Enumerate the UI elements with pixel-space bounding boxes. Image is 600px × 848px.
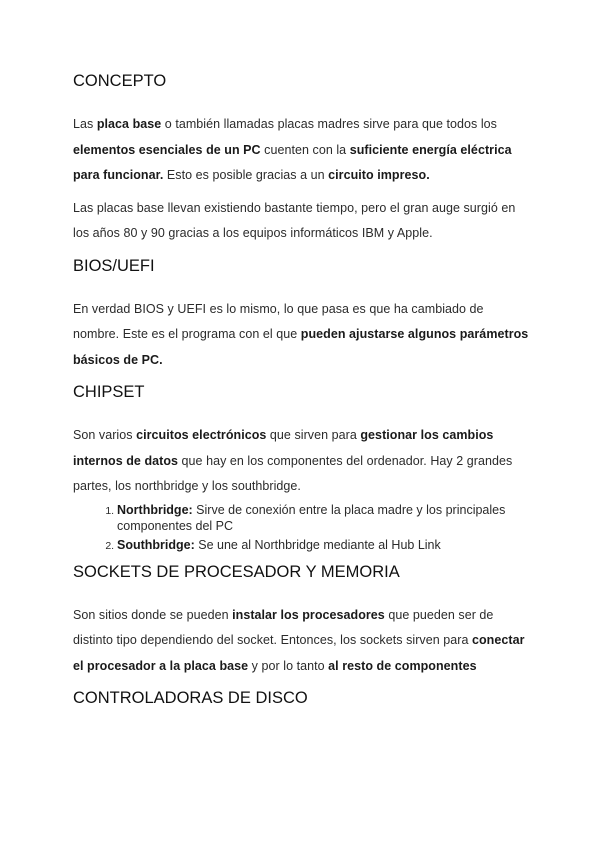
bold-text: instalar los procesadores [232, 607, 385, 622]
chipset-list [73, 502, 533, 553]
document-content [73, 70, 533, 729]
list-term: Northbridge: [117, 502, 193, 517]
bold-text: circuitos electrónicos [136, 428, 267, 442]
bold-text: conectar el procesador a la placa base [73, 633, 525, 673]
heading-controladoras: CONTROLADORAS DE DISCO [73, 689, 308, 707]
bold-text: pueden ajustarse algunos parámetros básicos de PC. [73, 327, 529, 367]
section-concepto [73, 70, 533, 247]
section-bios [73, 255, 533, 374]
heading-sockets: SOCKETS DE PROCESADOR Y MEMORIA [73, 562, 400, 581]
bold-text: al resto de componentes [328, 658, 477, 673]
text-run: Esto es posible gracias a un [163, 168, 329, 182]
bold-text: suficiente energía eléctrica para funcionar. [73, 142, 512, 182]
list-description: Se une al Northbridge mediante al Hub Link [194, 537, 441, 552]
section-controladoras [73, 687, 533, 709]
bold-text: circuito impreso. [328, 168, 430, 182]
bold-text: elementos esenciales de un PC [73, 142, 261, 157]
text-run: En verdad BIOS y UEFI es lo mismo, lo que pasa es que ha cambiado de nombre. Este es el programa con el que [73, 301, 484, 341]
paragraph-sockets-1 [73, 603, 533, 680]
paragraph-bios-1 [73, 297, 533, 374]
bold-text: placa base [96, 117, 162, 131]
heading-chipset: CHIPSET [73, 383, 145, 401]
text-run: y por lo tanto [248, 658, 329, 673]
text-run: Son sitios donde se pueden [73, 607, 233, 622]
paragraph-chipset-1 [73, 423, 533, 500]
list-item-northbridge [117, 502, 533, 534]
text-run: Son varios [73, 428, 137, 442]
paragraph-concepto-1 [73, 112, 533, 189]
text-run: cuenten con la [260, 142, 350, 157]
list-description: Sirve de conexión entre la placa madre y los principales componentes del PC [117, 502, 506, 533]
section-sockets [73, 561, 533, 680]
heading-concepto: CONCEPTO [73, 72, 167, 90]
list-term: Southbridge: [117, 537, 195, 552]
paragraph-concepto-2: Las placas base llevan existiendo bastante tiempo, pero el gran auge surgió en los años 80 y 90 gracias a los equipos informáticos IBM y Apple. [73, 200, 516, 240]
text-run: Las [73, 117, 97, 131]
list-item-southbridge [117, 537, 533, 553]
section-chipset [73, 381, 533, 553]
text-run: que hay en los componentes del ordenador. Hay 2 grandes partes, los northbridge y los southbridge. [73, 453, 513, 493]
bold-text: gestionar los cambios internos de datos [73, 428, 494, 468]
text-run: que pueden ser de distinto tipo dependiendo del socket. Entonces, los sockets sirven para [73, 607, 494, 647]
text-run: que sirven para [266, 428, 361, 442]
text-run: o también llamadas placas madres sirve para que todos los [161, 117, 497, 131]
heading-bios-uefi: BIOS/UEFI [73, 256, 155, 275]
